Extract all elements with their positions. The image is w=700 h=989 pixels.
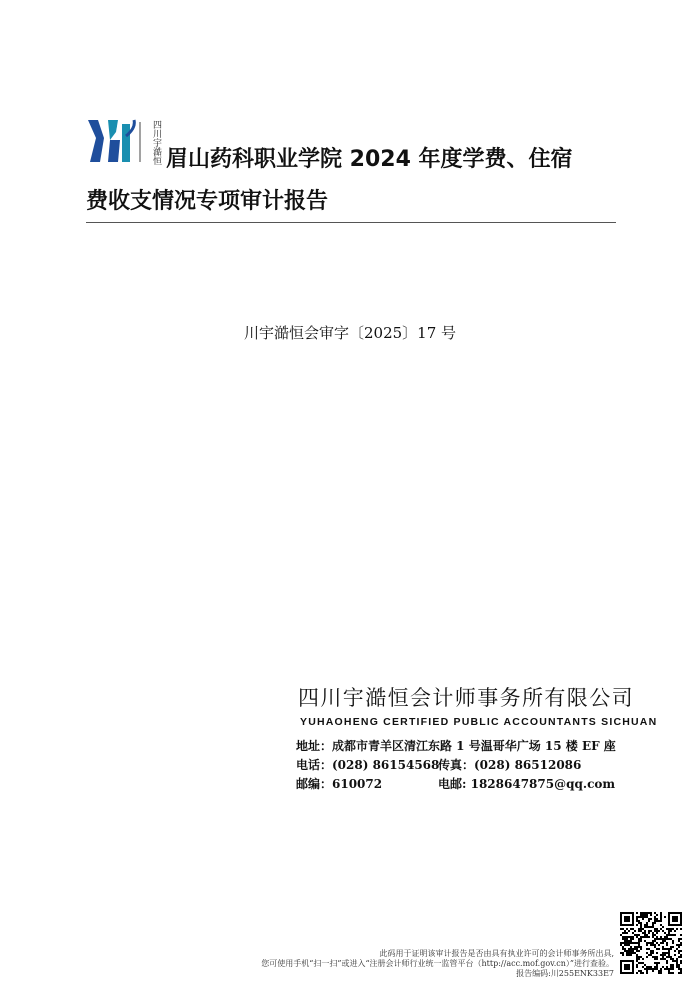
firm-fax: 传真：(028) 86512086 [438, 758, 582, 772]
report-title-line2: 费收支情况专项审计报告 [86, 189, 329, 214]
verification-qr-code-icon [620, 912, 682, 974]
verification-note-line1: 此码用于证明该审计报告是否由具有执业许可的会计师事务所出具, [379, 949, 614, 958]
report-code: 报告编码:川255ENK33E7 [516, 969, 614, 978]
firm-phone: 电话：(028) 86154568 [296, 758, 440, 772]
firm-email: 电邮: 1828647875@qq.com [438, 777, 616, 791]
firm-name-cn: 四川宇澔恒会计师事务所有限公司 [298, 686, 634, 710]
firm-name-en: YUHAOHENG CERTIFIED PUBLIC ACCOUNTANTS SICHUAN [300, 716, 658, 728]
title-divider [86, 222, 616, 223]
report-title-line1: 眉山药科职业学院 2024 年度学费、住宿 [166, 147, 573, 172]
logo-vertical-text: 四川宇澔恒 [151, 120, 161, 165]
firm-address: 地址：成都市青羊区清江东路 1 号温哥华广场 15 楼 EF 座 [296, 739, 616, 753]
firm-logo [86, 118, 166, 166]
verification-note-line2: 您可使用手机“扫一扫”或进入“注册会计师行业统一监管平台（http://acc.mof.gov.cn）”进行查验。 [261, 959, 614, 968]
document-number: 川宇澔恒会审字〔2025〕17 号 [243, 324, 457, 342]
firm-postcode: 邮编：610072 [296, 777, 383, 791]
